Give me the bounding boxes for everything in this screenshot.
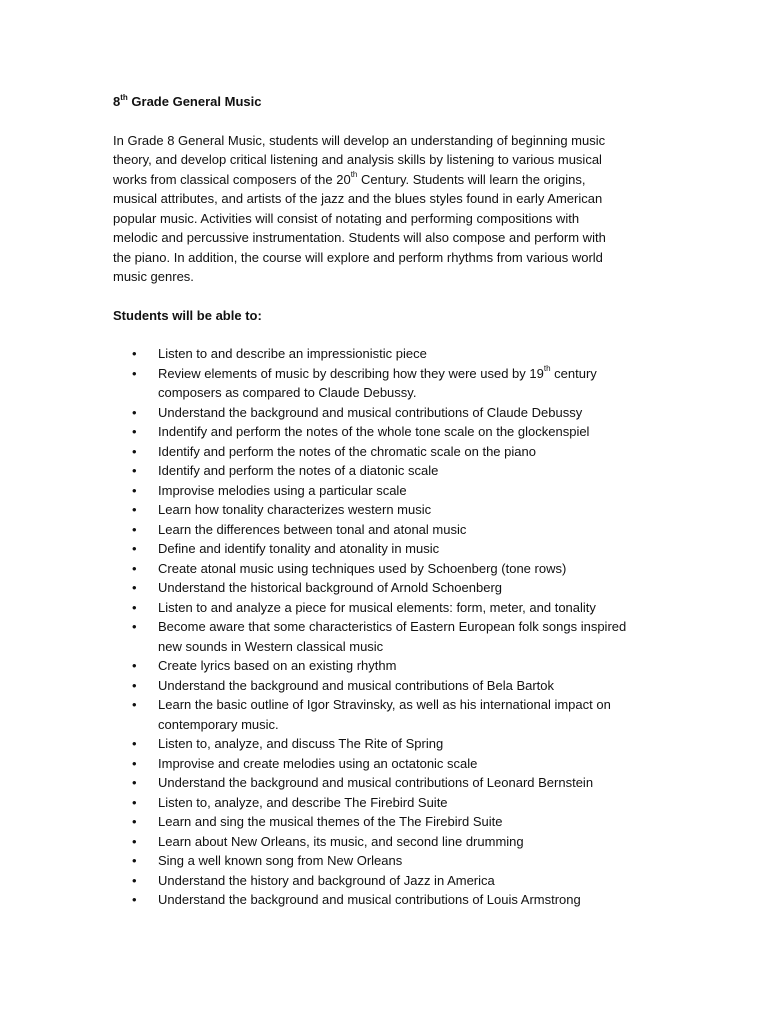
list-item-text: Listen to, analyze, and discuss The Rite of Spring: [158, 736, 444, 751]
list-item: [113, 598, 658, 618]
list-item: [113, 403, 658, 423]
list-item-text: Understand the history and background of Jazz in America: [158, 872, 495, 888]
bullet-icon: •: [132, 736, 137, 751]
bullet-icon: •: [132, 443, 137, 459]
bullet-icon: •: [132, 619, 137, 634]
list-item: [113, 734, 658, 754]
list-item: [113, 364, 658, 403]
list-item-text: Learn the differences between tonal and atonal music: [158, 521, 467, 537]
list-item-text: Understand the background and musical contributions of Leonard Bernstein: [158, 775, 594, 790]
list-item: [113, 851, 658, 871]
bullet-icon: •: [132, 775, 137, 790]
list-item: [113, 754, 658, 774]
title-superscript: th: [120, 92, 128, 102]
list-item: [113, 656, 658, 676]
list-item-text: Understand the historical background of Arnold Schoenberg: [158, 580, 502, 595]
intro-line: music genres.: [113, 269, 194, 284]
list-item-text: Indentify and perform the notes of the whole tone scale on the glockenspiel: [158, 424, 590, 439]
list-item-text: Listen to, analyze, and describe The Firebird Suite: [158, 794, 448, 810]
intro-line: popular music. Activities will consist of notating and performing compositions with: [113, 210, 580, 226]
bullet-icon: •: [132, 463, 137, 478]
list-item: [113, 773, 658, 793]
bullet-icon: •: [132, 482, 137, 498]
bullet-icon: •: [132, 658, 137, 673]
bullet-icon: •: [132, 365, 137, 381]
list-item: [113, 539, 658, 559]
bullet-icon: •: [132, 424, 137, 439]
intro-line-text: works from classical composers of the 20: [113, 171, 351, 187]
list-item-text: Understand the background and musical contributions of Louis Armstrong: [158, 892, 581, 907]
document-page: [113, 92, 658, 910]
page-title: [113, 92, 658, 112]
bullet-icon: •: [132, 892, 137, 907]
list-item-text: Learn how tonality characterizes western music: [158, 502, 432, 517]
bullet-icon: •: [132, 541, 137, 556]
bullet-icon: •: [132, 404, 137, 420]
bullet-icon: •: [132, 502, 137, 517]
list-item-text: Create atonal music using techniques used by Schoenberg (tone rows): [158, 560, 567, 576]
list-item-text-continued: composers as compared to Claude Debussy.: [158, 385, 417, 400]
list-item: [113, 500, 658, 520]
list-item-text: Identify and perform the notes of the chromatic scale on the piano: [158, 443, 536, 459]
list-item-text-continued: contemporary music.: [158, 716, 279, 732]
list-item: [113, 481, 658, 501]
list-item-text: Listen to and analyze a piece for musical elements: form, meter, and tonality: [158, 599, 596, 615]
bullet-icon: •: [132, 833, 137, 849]
list-item-text: Create lyrics based on an existing rhythm: [158, 658, 397, 673]
list-item-text: Learn and sing the musical themes of the The Firebird Suite: [158, 814, 503, 829]
bullet-icon: •: [132, 346, 137, 361]
list-item-text: Sing a well known song from New Orleans: [158, 853, 403, 868]
list-item: [113, 617, 658, 656]
list-item: [113, 344, 658, 364]
bullet-icon: •: [132, 599, 137, 615]
bullet-icon: •: [132, 580, 137, 595]
intro-line-text: Century. Students will learn the origins,: [357, 171, 586, 187]
bullet-icon: •: [132, 872, 137, 888]
objectives-list: [113, 344, 658, 910]
title-text: Grade General Music: [127, 94, 262, 109]
list-item: [113, 832, 658, 852]
list-item-text: Improvise and create melodies using an octatonic scale: [158, 755, 478, 771]
intro-line: the piano. In addition, the course will explore and perform rhythms from various world: [113, 249, 603, 265]
bullet-icon: •: [132, 697, 137, 712]
bullet-icon: •: [132, 560, 137, 576]
bullet-icon: •: [132, 794, 137, 810]
list-item-text: Understand the background and musical contributions of Claude Debussy: [158, 404, 583, 420]
list-item: [113, 559, 658, 579]
list-item-text: Become aware that some characteristics of Eastern European folk songs inspired: [158, 619, 627, 634]
title-grade-number: 8: [113, 94, 121, 109]
list-item-text-part: Review elements of music by describing how they were used by 19: [158, 365, 544, 381]
list-item-superscript: th: [543, 364, 551, 374]
bullet-icon: •: [132, 814, 137, 829]
list-item: [113, 793, 658, 813]
list-item-text: Learn about New Orleans, its music, and second line drumming: [158, 833, 524, 849]
list-item-text: Understand the background and musical contributions of Bela Bartok: [158, 677, 555, 693]
list-item-text: Listen to and describe an impressionistic piece: [158, 346, 427, 361]
bullet-icon: •: [132, 755, 137, 771]
list-item-text: Learn the basic outline of Igor Stravinsky, as well as his international impact on: [158, 697, 611, 712]
list-item-text: Improvise melodies using a particular scale: [158, 482, 407, 498]
list-item: [113, 890, 658, 910]
bullet-icon: •: [132, 521, 137, 537]
intro-paragraph: [113, 131, 658, 287]
list-item-text-continued: new sounds in Western classical music: [158, 638, 384, 654]
list-item: [113, 578, 658, 598]
intro-line: theory, and develop critical listening and analysis skills by listening to various musical: [113, 152, 602, 167]
list-item: [113, 676, 658, 696]
list-item: [113, 442, 658, 462]
list-item: [113, 422, 658, 442]
intro-line: [113, 170, 658, 190]
list-item: [113, 695, 658, 734]
list-item-text: [158, 364, 658, 384]
list-item: [113, 871, 658, 891]
intro-line: In Grade 8 General Music, students will develop an understanding of beginning music: [113, 132, 606, 148]
list-item: [113, 812, 658, 832]
bullet-icon: •: [132, 853, 137, 868]
objectives-heading: Students will be able to:: [113, 307, 262, 323]
intro-line: musical attributes, and artists of the jazz and the blues styles found in early American: [113, 191, 603, 206]
intro-superscript: th: [350, 170, 358, 180]
list-item-text-part: century: [550, 365, 597, 381]
list-item-text: Identify and perform the notes of a diatonic scale: [158, 463, 439, 478]
intro-line: melodic and percussive instrumentation. Students will also compose and perform with: [113, 230, 606, 245]
list-item: [113, 520, 658, 540]
bullet-icon: •: [132, 677, 137, 693]
list-item: [113, 461, 658, 481]
list-item-text: Define and identify tonality and atonality in music: [158, 541, 440, 556]
